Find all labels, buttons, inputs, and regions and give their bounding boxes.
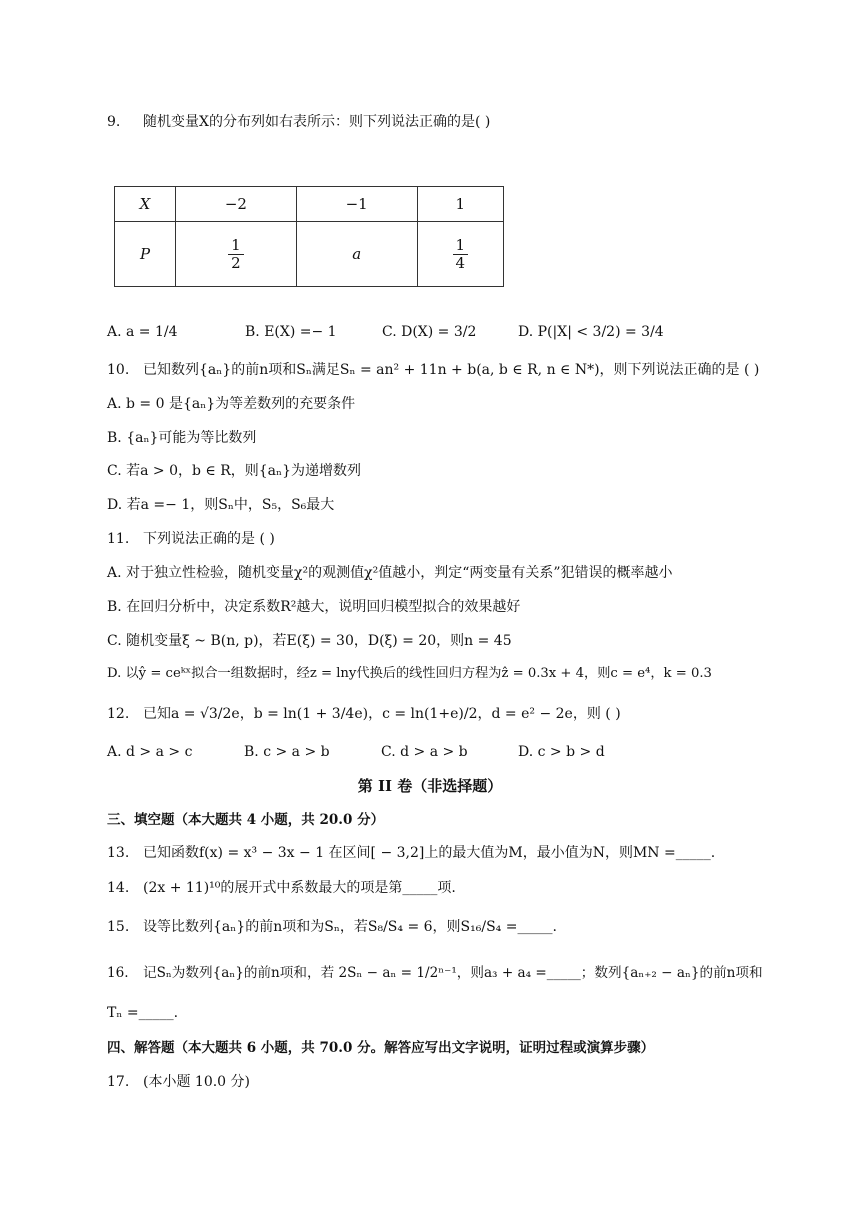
q13-line <box>107 843 715 863</box>
q14-line <box>107 878 456 898</box>
q9-options <box>107 322 664 342</box>
table-cell-fraction: $\frac{1}{4}$ <box>417 222 503 287</box>
table-cell: a <box>296 222 417 287</box>
q10-option-d: D. 若a =− 1，则Sₙ中，S₅，S₆最大 <box>107 497 335 513</box>
part2-title: 第 II 卷（非选择题） <box>357 777 503 795</box>
q16-number: 16. <box>107 965 129 981</box>
q9-option-d: D. P(|X| < 3/2) = 3/4 <box>518 324 664 340</box>
q14-number: 14. <box>107 880 130 896</box>
q11-option-b: B. 在回归分析中，决定系数R²越大，说明回归模型拟合的效果越好 <box>107 599 521 615</box>
q16-line-2: Tₙ =_____. <box>107 1005 179 1021</box>
table-cell-x-label: X <box>115 187 176 222</box>
q11-option-c: C. 随机变量ξ ~ B(n, p)，若E(ξ) = 30，D(ξ) = 20，则n = 45 <box>107 633 512 649</box>
section4-title: 四、解答题（本大题共 6 小题，共 70.0 分。解答应写出文字说明，证明过程或演算步骤） <box>107 1040 655 1056</box>
table-cell: −1 <box>296 187 417 222</box>
q10-option-a: A. b = 0 是{aₙ}为等差数列的充要条件 <box>107 396 356 412</box>
q12-options <box>107 742 605 762</box>
q17-number: 17. <box>107 1074 130 1090</box>
table-cell-fraction: $\frac{1}{2}$ <box>176 222 297 287</box>
table-cell: −2 <box>176 187 297 222</box>
q13-number: 13. <box>107 845 130 861</box>
table-cell-p-label: P <box>115 222 176 287</box>
q13-text: 已知函数f(x) = x³ − 3x − 1 在区间[ − 3,2]上的最大值为M，最小值为N，则MN =_____. <box>143 845 716 861</box>
q16-line <box>107 963 763 983</box>
q11-number: 11. <box>107 531 130 547</box>
q10-number: 10. <box>107 362 130 378</box>
q12-option-b: B. c > a > b <box>244 744 330 760</box>
q11-option-d: D. 以ŷ = ceᵏˣ拟合一组数据时，经z = lny代换后的线性回归方程为ẑ = 0.3x + 4，则c = e⁴，k = 0.3 <box>107 666 712 681</box>
q15-number: 15. <box>107 919 130 935</box>
q12-option-a: A. d > a > c <box>107 744 193 760</box>
q9-stem-line <box>107 112 490 132</box>
q10-option-b: B. {aₙ}可能为等比数列 <box>107 430 257 446</box>
q9-stem: 随机变量X的分布列如右表所示：则下列说法正确的是( ) <box>143 114 491 130</box>
table-cell: 1 <box>417 187 503 222</box>
q15-line <box>107 917 557 937</box>
table-row <box>115 222 504 287</box>
q17-text: (本小题 10.0 分) <box>143 1074 250 1090</box>
q12-number: 12. <box>107 706 130 722</box>
q10-option-c: C. 若a > 0，b ∈ R，则{aₙ}为递增数列 <box>107 463 361 479</box>
table-row <box>115 187 504 222</box>
q10-stem: 已知数列{aₙ}的前n项和Sₙ满足Sₙ = an² + 11n + b(a, b ∈ R, n ∈ N*)，则下列说法正确的是 ( ) <box>143 362 760 378</box>
q12-stem: 已知a = √3/2e，b = ln(1 + 3/4e)，c = ln(1+e)/2，d = e² − 2e，则 ( ) <box>143 706 621 722</box>
q12-stem-line <box>107 704 621 724</box>
q12-option-d: D. c > b > d <box>518 744 605 760</box>
q12-option-c: C. d > a > b <box>381 744 468 760</box>
q9-number: 9. <box>107 114 121 130</box>
q16-text: 记Sₙ为数列{aₙ}的前n项和，若 2Sₙ − aₙ = 1/2ⁿ⁻¹，则a₃ + a₄ =_____；数列{aₙ₊₂ − aₙ}的前n项和 <box>143 965 763 981</box>
section3-title: 三、填空题（本大题共 4 小题，共 20.0 分） <box>107 812 385 828</box>
q15-text: 设等比数列{aₙ}的前n项和为Sₙ，若S₈/S₄ = 6，则S₁₆/S₄ =_____. <box>143 919 557 935</box>
q9-option-a: A. a = 1/4 <box>107 324 178 340</box>
q14-text: (2x + 11)¹⁰的展开式中系数最大的项是第_____项. <box>143 880 456 896</box>
q9-option-b: B. E(X) =− 1 <box>245 324 337 340</box>
distribution-table <box>114 186 504 287</box>
q11-stem-line <box>107 529 275 549</box>
q17-line <box>107 1072 250 1092</box>
q10-stem-line <box>107 360 759 380</box>
q11-option-a: A. 对于独立性检验，随机变量χ²的观测值χ²值越小，判定“两变量有关系”犯错误的概率越小 <box>107 565 673 581</box>
q11-stem: 下列说法正确的是 ( ) <box>143 531 275 547</box>
q9-option-c: C. D(X) = 3/2 <box>382 324 477 340</box>
